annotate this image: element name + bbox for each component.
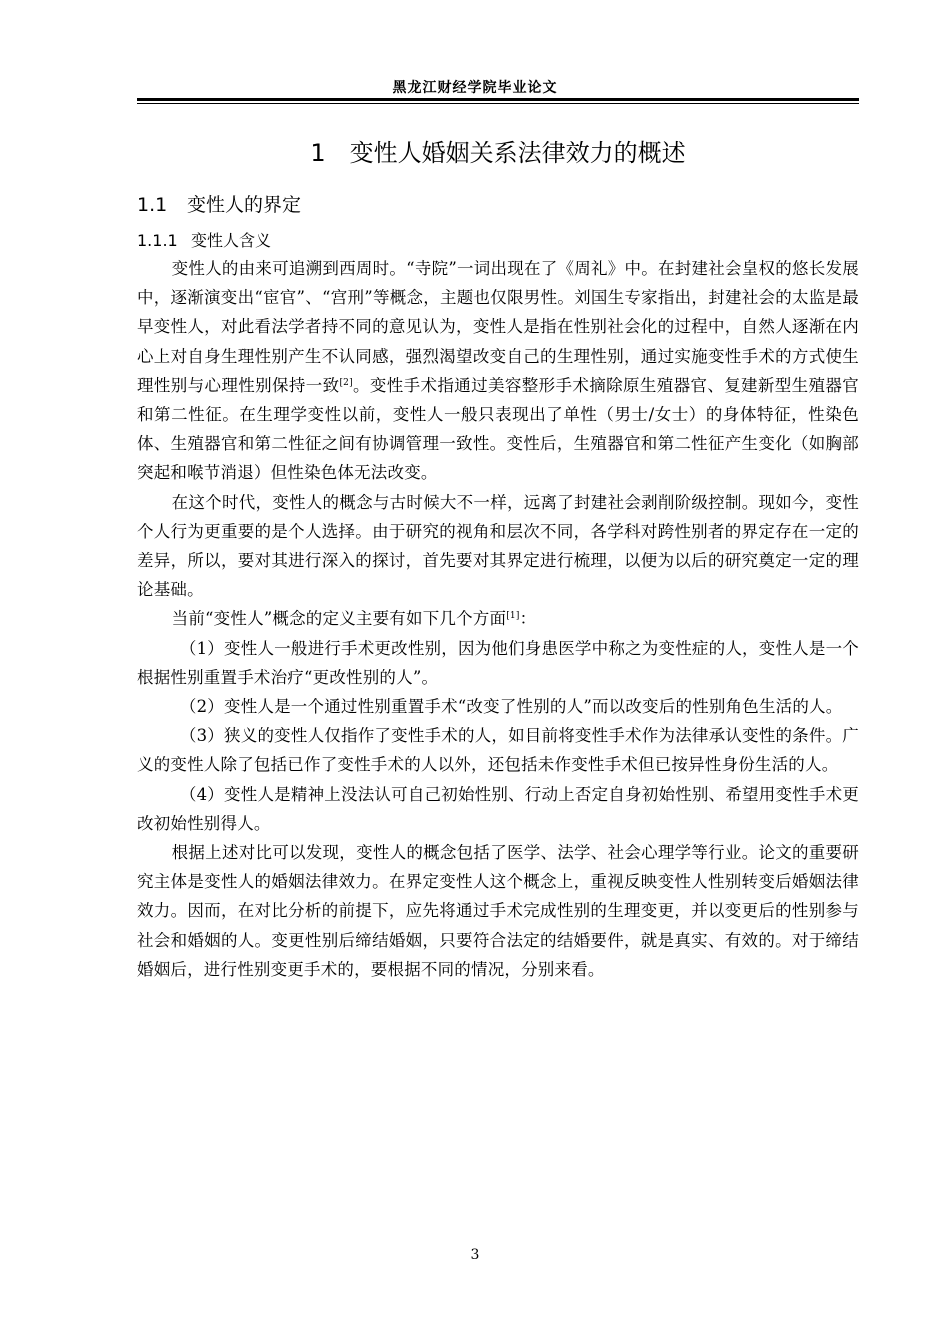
chapter-number: 1: [310, 139, 326, 167]
chapter-title: 变性人婚姻关系法律效力的概述: [349, 139, 686, 167]
paragraph-text: 变性人的由来可追溯到西周时。“寺院”一词出现在了《周礼》中。在封建社会皇权的悠长发展中，逐渐演变出“宦官”、“宫刑”等概念，主题也仅限男性。刘国生专家指出，封建社会的太监是最早变性人，对此看法学者持不同的意见认为，变性人是指在性别社会化的过程中，自然人逐渐在内心上对自身生理性别产生不认同感，强烈渴望改变自己的生理性别，通过实施变性手术的方式使生理性别与心理性别保持一致: [137, 259, 859, 395]
paragraph-text: 当前“变性人”概念的定义主要有如下几个方面: [171, 609, 507, 629]
section-title: 变性人的界定: [187, 194, 302, 216]
section-heading: [137, 190, 301, 217]
chapter-heading: [137, 133, 859, 168]
section-number: 1.1: [137, 194, 168, 216]
citation-ref: [2]: [339, 377, 353, 388]
list-item: （3）狭义的变性人仅指作了变性手术的人，如目前将变性手术作为法律承认变性的条件。广义的变性人除了包括已作了变性手术的人以外，还包括未作变性手术但已按异性身份生活的人。: [137, 726, 859, 775]
paragraph-text: 。变性手术指通过美容整形手术摘除原生殖器官、复建新型生殖器官和第二性征。在生理学变性以前，变性人一般只表现出了单性（男士/女士）的身体特征，性染色体、生殖器官和第二性征之间有协调管理一致性。变性后，生殖器官和第二性征产生变化（如胸部突起和喉节消退）但性染色体无法改变。: [137, 375, 859, 483]
paragraph: 根据上述对比可以发现，变性人的概念包括了医学、法学、社会心理学等行业。论文的重要研究主体是变性人的婚姻法律效力。在界定变性人这个概念上，重视反映变性人性别转变后婚姻法律效力。因而，在对比分析的前提下，应先将通过手术完成性别的生理变更，并以变更后的性别参与社会和婚姻的人。变更性别后缔结婚姻，只要符合法定的结婚要件，就是真实、有效的。对于缔结婚姻后，进行性别变更手术的，要根据不同的情况，分别来看。: [137, 843, 859, 979]
paragraph: [137, 604, 859, 633]
citation-ref: [1]: [506, 611, 520, 622]
body-text: [137, 254, 859, 984]
paragraph: 在这个时代，变性人的概念与古时候大不一样，远离了封建社会剥削阶级控制。现如今，变性个人行为更重要的是个人选择。由于研究的视角和层次不同，各学科对跨性别者的界定存在一定的差异，所以，要对其进行深入的探讨，首先要对其界定进行梳理，以便为以后的研究奠定一定的理论基础。: [137, 492, 859, 600]
running-header-title: 黑龙江财经学院毕业论文: [392, 80, 558, 96]
list-item: （2）变性人是一个通过性别重置手术“改变了性别的人”而以改变后的性别角色生活的人。: [179, 697, 843, 717]
subsection-title: 变性人含义: [191, 231, 272, 250]
list-item: （1）变性人一般进行手术更改性别，因为他们身患医学中称之为变性症的人，变性人是一个根据性别重置手术治疗“更改性别的人”。: [137, 638, 859, 687]
subsection-heading: [137, 228, 271, 251]
subsection-number: 1.1.1: [137, 231, 178, 250]
header-rule-thick: [137, 98, 859, 101]
paragraph-text: ：: [519, 609, 537, 629]
page-number: 3: [470, 1247, 480, 1263]
paragraph: [137, 254, 859, 488]
list-item: （4）变性人是精神上没法认可自己初始性别、行动上否定自身初始性别、希望用变性手术更改初始性别得人。: [137, 784, 859, 833]
header-rule-thin: [137, 103, 859, 104]
